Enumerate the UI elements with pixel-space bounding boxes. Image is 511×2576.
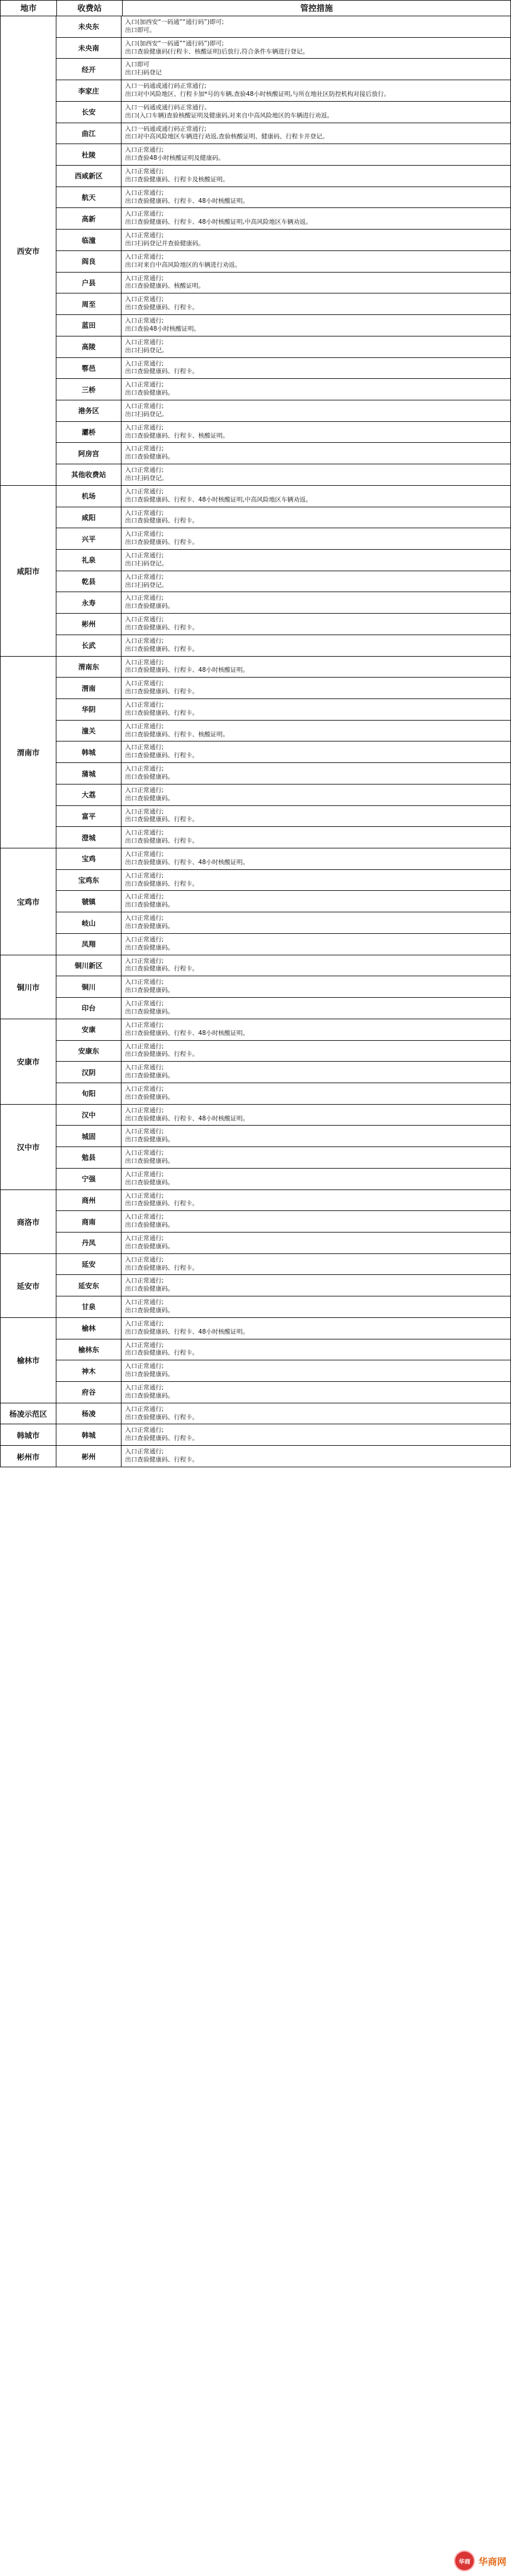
measure-text: 入口正常通行; 出口查验健康码。 [125, 1085, 174, 1101]
measure-text: 入口正常通行; 出口查验健康码、行程卡。 [125, 1427, 198, 1442]
measure-text: 入口正常通行; 出口查验健康码。 [125, 1064, 174, 1080]
measure-text: 入口(加西安“一码通”“通行码”)即可; 出口即可。 [125, 19, 224, 34]
measure-text: 入口正常通行; 出口查验健康码、行程卡。 [125, 1341, 198, 1357]
table-row [56, 657, 510, 678]
table-row [56, 421, 510, 443]
stations-list [56, 1403, 510, 1424]
measure-text: 入口正常通行; 出口扫码登记并查验健康码。 [125, 232, 205, 248]
city-block [1, 1424, 510, 1446]
measure-text: 入口正常通行; 出口查验健康码。 [125, 1363, 174, 1378]
station-name: 商州 [56, 1190, 122, 1211]
station-name: 渭南东 [56, 657, 122, 678]
station-name: 宝鸡 [56, 848, 122, 869]
table-row [56, 250, 510, 272]
station-name: 长武 [56, 635, 122, 656]
stations-list [56, 1424, 510, 1445]
table-row [56, 805, 510, 827]
measure-text: 入口正常通行; 出口查验健康码、行程卡。 [125, 616, 198, 631]
table-row [56, 1019, 510, 1040]
measure-text: 入口正常通行; 出口查验健康码、行程卡。 [125, 1256, 198, 1271]
measure-text: 入口正常通行; 出口查验健康码。 [125, 1384, 174, 1399]
table-row [56, 1446, 510, 1467]
table-row [56, 1210, 510, 1232]
city-name: 汉中市 [1, 1105, 56, 1190]
header-city: 地市 [1, 1, 57, 16]
station-name: 永寿 [56, 592, 122, 613]
measure-text: 入口一码通或通行码正常通行; 出口对中高风险地区车辆进行劝返,查验核酸证明、健康码、行程卡并登记。 [125, 125, 328, 141]
measure-text: 入口即可 出口扫码登记 [125, 61, 162, 77]
measure-text: 入口一码通或通行码正常通行; 出口对中风险地区、行程卡加*号的车辆,查验48小时核酸证明,与所在地社区防控机构对接后放行。 [125, 83, 390, 98]
table-row [56, 464, 510, 485]
station-name: 经开 [56, 59, 122, 80]
station-name: 鄠邑 [56, 358, 122, 379]
station-name: 丹凤 [56, 1233, 122, 1253]
measure-text: 入口正常通行; 出口查验健康码。 [125, 893, 174, 909]
station-name: 杨凌 [56, 1403, 122, 1424]
city-block [1, 16, 510, 486]
table-header [0, 0, 511, 16]
measure-text: 入口正常通行; 出口查验健康码、行程卡、48小时核酸证明。 [125, 1021, 249, 1037]
station-name: 灞桥 [56, 422, 122, 443]
city-name: 宝鸡市 [1, 848, 56, 955]
table-row [56, 571, 510, 592]
measure-text: 入口正常通行; 出口查验健康码。 [125, 979, 174, 994]
table-row [56, 1105, 510, 1126]
table-row [56, 1061, 510, 1083]
station-name: 富平 [56, 806, 122, 827]
measure-text: 入口正常通行; 出口查验健康码。 [125, 786, 174, 802]
stations-list [56, 1019, 510, 1104]
table-row [56, 1339, 510, 1360]
measure-text: 入口正常通行; 出口查验健康码、行程卡、48小时核酸证明。 [125, 1320, 249, 1335]
city-block [1, 1190, 510, 1254]
stations-list [56, 848, 510, 955]
measure-text: 入口正常通行; 出口查验健康码、行程卡。 [125, 957, 198, 973]
table-row [56, 1083, 510, 1104]
measure-text: 入口正常通行; 出口查验健康码、行程卡、核酸证明。 [125, 722, 229, 738]
table-row [56, 741, 510, 762]
station-name: 宝鸡东 [56, 870, 122, 891]
stations-list [56, 955, 510, 1019]
table-row [56, 1274, 510, 1296]
measure-text: 入口正常通行; 出口查验健康码。 [125, 1149, 174, 1165]
measure-text: 入口正常通行; 出口查验健康码。 [125, 381, 174, 397]
city-block [1, 955, 510, 1019]
table-row [56, 762, 510, 784]
station-name: 宁强 [56, 1169, 122, 1190]
table-row [56, 1147, 510, 1168]
station-name: 印台 [56, 998, 122, 1019]
measure-text: 入口正常通行; 出口查验健康码、行程卡、48小时核酸证明,中高风险地区车辆劝返。 [125, 210, 312, 226]
station-name: 三桥 [56, 379, 122, 400]
measure-text: 入口正常通行; 出口查验健康码、行程卡。 [125, 637, 198, 653]
city-name: 铜川市 [1, 955, 56, 1019]
station-name: 榆林东 [56, 1339, 122, 1360]
measure-text: 入口正常通行; 出口查验健康码、行程卡。 [125, 701, 198, 716]
measure-text: 入口正常通行; 出口查验健康码、行程卡、48小时核酸证明。 [125, 658, 249, 674]
city-name: 安康市 [1, 1019, 56, 1104]
station-name: 西咸新区 [56, 166, 122, 187]
table-row [56, 314, 510, 336]
table-row [56, 442, 510, 464]
station-name: 航天 [56, 187, 122, 208]
measure-text: 入口正常通行; 出口查验健康码、行程卡。 [125, 1042, 198, 1058]
table-row [56, 613, 510, 635]
table-row [56, 698, 510, 720]
table-row [56, 1403, 510, 1424]
station-name: 延安 [56, 1254, 122, 1275]
measure-text: 入口正常通行; 出口查验健康码。 [125, 765, 174, 781]
station-name: 临潼 [56, 230, 122, 250]
measure-text: 入口正常通行; 出口扫码登记。 [125, 338, 168, 354]
station-name: 韩城 [56, 741, 122, 762]
table-row [56, 357, 510, 379]
station-name: 华阴 [56, 699, 122, 720]
brand-logo-icon: 华商 [454, 2550, 475, 2571]
measure-text: 入口正常通行; 出口查验健康码、行程卡。 [125, 1192, 198, 1208]
station-name: 户县 [56, 273, 122, 293]
table-row [56, 1296, 510, 1317]
table-row [56, 890, 510, 912]
station-name: 彬州 [56, 614, 122, 635]
city-name: 彬州市 [1, 1446, 56, 1467]
table-row [56, 848, 510, 869]
city-block [1, 848, 510, 955]
table-row [56, 229, 510, 250]
measure-text: 入口正常通行; 出口查验健康码、行程卡。 [125, 829, 198, 845]
station-name: 安康 [56, 1019, 122, 1040]
measure-text: 入口正常通行; 出口查验健康码、行程卡、48小时核酸证明,中高风险地区车辆劝返。 [125, 488, 312, 503]
measure-text: 入口一码通或通行码正常通行。 出口(入口车辆)查验核酸证明及健康码,对来自中高风险地区的车辆进行劝返。 [125, 103, 334, 119]
station-name: 延安东 [56, 1275, 122, 1296]
station-name: 李家庄 [56, 80, 122, 101]
measure-text: 入口正常通行; 出口查验健康码。 [125, 1213, 174, 1229]
station-name: 商南 [56, 1211, 122, 1232]
city-name: 延安市 [1, 1254, 56, 1317]
table-row [56, 869, 510, 891]
station-name: 周至 [56, 293, 122, 314]
station-name: 潼关 [56, 721, 122, 741]
station-name: 神木 [56, 1360, 122, 1381]
measure-text: 入口正常通行; 出口查验健康码。 [125, 915, 174, 930]
brand-logo-text: 华商网 [478, 2556, 506, 2567]
station-name: 未央南 [56, 38, 122, 59]
table-row [56, 677, 510, 698]
measure-text: 入口正常通行; 出口查验健康码。 [125, 1234, 174, 1250]
stations-list [56, 486, 510, 656]
stations-list [56, 1190, 510, 1253]
station-name: 高新 [56, 208, 122, 229]
table-row [56, 272, 510, 293]
station-name: 府谷 [56, 1382, 122, 1403]
table-row [56, 1040, 510, 1062]
station-name: 铜川 [56, 976, 122, 997]
station-name: 蒲城 [56, 763, 122, 784]
table-row [56, 101, 510, 123]
stations-list [56, 1318, 510, 1403]
city-block [1, 486, 510, 657]
measure-text: 入口正常通行; 出口查验健康码、行程卡、48小时核酸证明。 [125, 189, 249, 205]
station-name: 港务区 [56, 400, 122, 421]
table-row [56, 1168, 510, 1190]
station-name: 凤翔 [56, 934, 122, 955]
table-row [56, 336, 510, 357]
header-measures: 管控措施 [300, 4, 333, 13]
table-row [56, 592, 510, 613]
station-name: 汉阴 [56, 1062, 122, 1083]
table-row [56, 1190, 510, 1211]
stations-list [56, 1105, 510, 1190]
measure-text: 入口正常通行; 出口对来自中高风险地区的车辆进行劝返。 [125, 253, 241, 268]
city-block [1, 1105, 510, 1190]
city-name: 渭南市 [1, 657, 56, 848]
station-name: 虢镇 [56, 891, 122, 912]
city-block [1, 1318, 510, 1403]
table-row [56, 955, 510, 976]
table-row [56, 293, 510, 314]
station-name: 长安 [56, 102, 122, 123]
measure-text: 入口正常通行; 出口查验健康码。 [125, 594, 174, 610]
station-name: 韩城 [56, 1424, 122, 1445]
station-name: 汉中 [56, 1105, 122, 1126]
table-row [56, 187, 510, 208]
table-row [56, 976, 510, 997]
table-row [56, 1254, 510, 1275]
station-name: 未央东 [56, 16, 122, 37]
city-block [1, 657, 510, 848]
measure-text: 入口正常通行; 出口查验健康码、行程卡。 [125, 808, 198, 823]
station-name: 杜陵 [56, 144, 122, 165]
station-name: 咸阳 [56, 507, 122, 528]
table-row [56, 400, 510, 421]
table-row [56, 635, 510, 656]
measure-text: 入口正常通行; 出口查验健康码、行程卡、48小时核酸证明。 [125, 851, 249, 866]
table-row [56, 378, 510, 400]
station-name: 榆林 [56, 1318, 122, 1339]
brand-watermark [454, 2550, 506, 2571]
station-name: 安康东 [56, 1041, 122, 1062]
city-block [1, 1019, 510, 1105]
measure-text: 入口正常通行; 出口扫码登记。 [125, 402, 168, 418]
table-row [56, 549, 510, 571]
table-row [56, 1424, 510, 1445]
measure-text: 入口正常通行; 出口查验健康码、行程卡。 [125, 509, 198, 525]
station-name: 澄城 [56, 827, 122, 848]
station-name: 乾县 [56, 571, 122, 592]
measure-text: 入口正常通行; 出口扫码登记。 [125, 573, 168, 589]
table-row [56, 1381, 510, 1403]
table-row [56, 207, 510, 229]
measure-text: 入口正常通行; 出口查验健康码。 [125, 1299, 174, 1314]
measure-text: 入口正常通行; 出口查验健康码、核酸证明。 [125, 274, 205, 290]
table-row [56, 912, 510, 933]
measure-text: 入口正常通行; 出口查验健康码。 [125, 936, 174, 951]
station-name: 岐山 [56, 912, 122, 933]
table-row [56, 1232, 510, 1253]
city-name: 杨凌示范区 [1, 1403, 56, 1424]
table-row [56, 80, 510, 101]
station-name: 曲江 [56, 123, 122, 144]
station-name: 城固 [56, 1126, 122, 1147]
station-name: 勉县 [56, 1147, 122, 1168]
station-name: 旬阳 [56, 1083, 122, 1104]
table-row [56, 507, 510, 528]
table-row [56, 144, 510, 165]
station-name: 甘泉 [56, 1296, 122, 1317]
station-name: 高陵 [56, 336, 122, 357]
measure-text: 入口正常通行; 出口查验健康码、行程卡。 [125, 744, 198, 759]
measure-text: 入口正常通行; 出口查验健康码、行程卡、核酸证明。 [125, 424, 229, 439]
table-row [56, 123, 510, 144]
table-row [56, 16, 510, 37]
city-block [1, 1254, 510, 1318]
station-name: 机场 [56, 486, 122, 507]
city-block [1, 1446, 510, 1467]
measure-text: 入口正常通行; 出口查验健康码。 [125, 1128, 174, 1144]
measure-text: 入口正常通行; 出口查验健康码、行程卡及核酸证明。 [125, 168, 229, 183]
measure-text: 入口正常通行; 出口查验48小时核酸证明。 [125, 317, 200, 332]
measure-text: 入口正常通行; 出口查验健康码、行程卡。 [125, 296, 198, 311]
stations-list [56, 16, 510, 485]
measure-text: 入口正常通行; 出口查验健康码、行程卡。 [125, 872, 198, 887]
table-row [56, 1360, 510, 1381]
stations-list [56, 1254, 510, 1317]
city-name: 西安市 [1, 16, 56, 485]
table-row [56, 165, 510, 187]
table-row [56, 720, 510, 741]
measure-text: 入口正常通行; 出口查验健康码、行程卡。 [125, 680, 198, 696]
table-row [56, 486, 510, 507]
measure-text: 入口正常通行; 出口查验健康码。 [125, 445, 174, 461]
table-row [56, 528, 510, 549]
table-row [56, 1125, 510, 1147]
stations-list [56, 657, 510, 848]
city-name: 咸阳市 [1, 486, 56, 656]
station-name: 兴平 [56, 528, 122, 549]
table-row [56, 37, 510, 59]
measures-table [0, 16, 511, 1467]
table-row [56, 58, 510, 80]
station-name: 铜川新区 [56, 955, 122, 976]
measure-text: 入口正常通行; 出口扫码登记。 [125, 467, 168, 482]
table-row [56, 933, 510, 955]
table-row [56, 1318, 510, 1339]
measure-text: 入口(加西安“一码通”“通行码”)即可; 出口查验健康码(行程卡、核酸证明)后放行,符合条件车辆进行登记。 [125, 40, 309, 55]
measure-text: 入口正常通行; 出口扫码登记。 [125, 551, 168, 567]
measure-text: 入口正常通行; 出口查验健康码、行程卡。 [125, 531, 198, 546]
measure-text: 入口正常通行; 出口查验健康码、行程卡。 [125, 360, 198, 375]
city-name: 商洛市 [1, 1190, 56, 1253]
table-row [56, 997, 510, 1019]
city-block [1, 1403, 510, 1425]
header-station: 收费站 [57, 1, 123, 16]
table-row [56, 826, 510, 848]
stations-list [56, 1446, 510, 1467]
station-name: 阎良 [56, 251, 122, 272]
measure-text: 入口正常通行; 出口查验健康码、行程卡。 [125, 1448, 198, 1464]
station-name: 渭南 [56, 678, 122, 698]
measure-text: 入口正常通行; 出口查验健康码、行程卡。 [125, 1405, 198, 1421]
station-name: 彬州 [56, 1446, 122, 1467]
station-name: 大荔 [56, 784, 122, 805]
city-name: 韩城市 [1, 1424, 56, 1445]
measure-text: 入口正常通行; 出口查验健康码。 [125, 1277, 174, 1293]
city-name: 榆林市 [1, 1318, 56, 1403]
station-name: 蓝田 [56, 315, 122, 336]
station-name: 其他收费站 [56, 464, 122, 485]
measure-text: 入口正常通行; 出口查验健康码。 [125, 1170, 174, 1186]
measure-text: 入口正常通行; 出口查验48小时核酸证明及健康码。 [125, 146, 224, 162]
measure-text: 入口正常通行; 出口查验健康码。 [125, 1000, 174, 1015]
station-name: 礼泉 [56, 550, 122, 571]
station-name: 阿房宫 [56, 443, 122, 464]
measure-text: 入口正常通行; 出口查验健康码、行程卡、48小时核酸证明。 [125, 1106, 249, 1122]
table-row [56, 784, 510, 805]
